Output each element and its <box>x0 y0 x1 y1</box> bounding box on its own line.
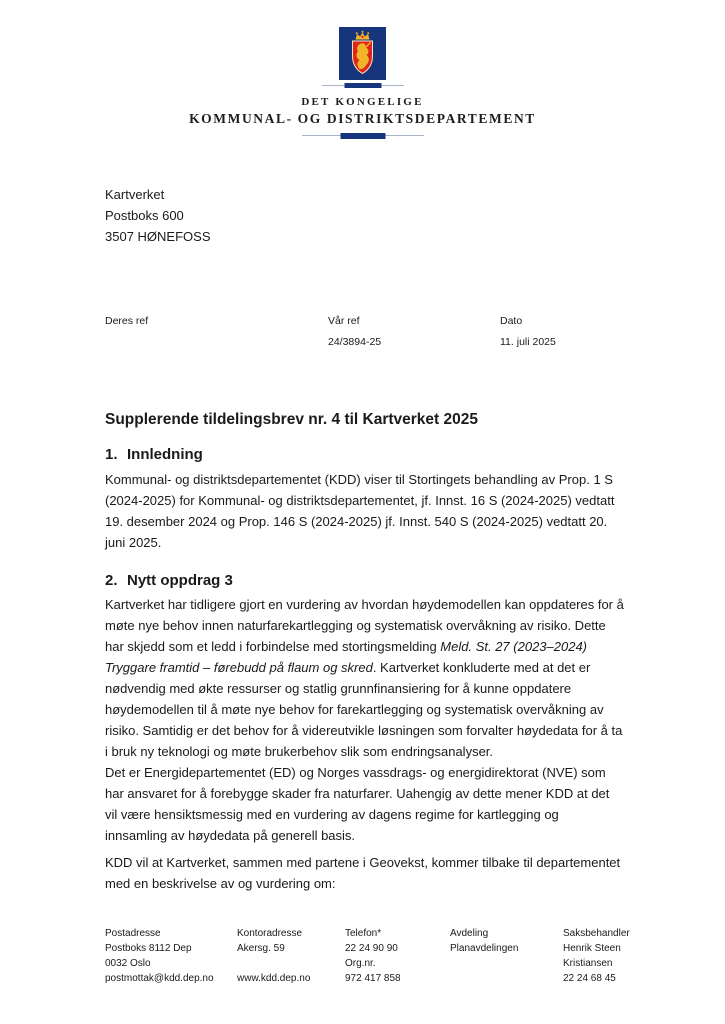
footer-column-kontoradresse <box>237 926 310 986</box>
var-ref-field <box>328 315 381 349</box>
footer-orgnr-label: Org.nr. <box>345 958 376 969</box>
footer-phone: 22 24 90 90 <box>345 943 398 954</box>
section-2-paragraph-1 <box>105 594 624 762</box>
letter-title: Supplerende tildelingsbrev nr. 4 til Kartverket 2025 <box>105 411 478 428</box>
recipient-postbox: Postboks 600 <box>105 208 184 223</box>
deres-ref-value <box>105 336 148 349</box>
footer-label: Saksbehandler <box>563 928 630 939</box>
footer-line: Akersg. 59 <box>237 943 285 954</box>
footer-line <box>450 971 518 986</box>
deres-ref-label: Deres ref <box>105 315 149 327</box>
section-2-paragraph-3: KDD vil at Kartverket, sammen med partene i Geovekst, kommer tilbake til departementet med en beskrivelse av og vurdering om: <box>105 855 621 891</box>
dato-label: Dato <box>500 315 523 327</box>
section-2-number: 2. <box>105 572 118 589</box>
section-2-paragraph-2: Det er Energidepartementet (ED) og Norges vassdrags- og energidirektorat (NVE) som har ansvaret for å forebygge skader fra naturfarer. Uahengig av dette mener KDD at det vil være hensiktsmessig med en vurdering av dagens regime for kartlegging og innsamling av høydedata på generell basis. <box>105 765 610 843</box>
section-1-heading-text: Innledning <box>127 446 203 463</box>
footer-caseworker-name-1: Henrik Steen <box>563 943 621 954</box>
norwegian-coat-of-arms-icon <box>339 27 386 80</box>
var-ref-value: 24/3894-25 <box>328 336 382 348</box>
footer-label: Avdeling <box>450 928 489 939</box>
section-2-heading <box>105 572 233 589</box>
section-2-heading-text: Nytt oppdrag 3 <box>127 572 233 589</box>
section-1-heading <box>105 446 203 463</box>
footer-label: Kontoradresse <box>237 928 303 939</box>
footer-column-avdeling <box>450 926 518 986</box>
recipient-city: 3507 HØNEFOSS <box>105 229 211 244</box>
footer-line: 0032 Oslo <box>105 958 151 969</box>
letterhead <box>0 27 725 139</box>
footer-label: Postadresse <box>105 928 161 939</box>
paragraph-text-before-italic: Kartverket har tidligere gjort en vurdering av hvordan høydemodellen kan oppdateres for å møte nye behov innen naturfarekartlegging og systematisk overvåkning av risiko. Dette har skjedd som et ledd i forbindelse med stortingsmelding <box>105 597 624 654</box>
footer-line <box>450 956 518 971</box>
footer-label: Telefon* <box>345 928 382 939</box>
footer-email: postmottak@kdd.dep.no <box>105 973 214 984</box>
deres-ref-field <box>105 315 148 349</box>
section-1-number: 1. <box>105 446 118 463</box>
recipient-address-block <box>105 184 211 247</box>
stortingsmelding-title: Meld. St. 27 (2023–2024) Tryggare framtid – førebudd på flaum og skred <box>105 639 588 675</box>
footer-website: www.kdd.dep.no <box>237 973 311 984</box>
letterhead-divider-bottom <box>302 133 424 139</box>
footer-caseworker-phone: 22 24 68 45 <box>563 973 616 984</box>
section-1-paragraph: Kommunal- og distriktsdepartementet (KDD) viser til Stortingets behandling av Prop. 1 S (2024-2025) for Kommunal- og distriktsdepartementet, jf. Innst. 16 S (2024-2025) vedtatt 19. desember 2024 og Prop. 146 S (2024-2025) jf. Innst. 540 S (2024-2025) vedtatt 20. juni 2025. <box>105 472 615 550</box>
footer-caseworker-name-2: Kristiansen <box>563 958 613 969</box>
ministry-name-line: KOMMUNAL- OG DISTRIKTSDEPARTEMENT <box>189 111 536 126</box>
footer-line: Postboks 8112 Dep <box>105 943 192 954</box>
paragraph-text-after-italic: . Kartverket konkluderte med at det er nødvendig med økte ressurser og statlig grunnfinansiering for å kunne oppdatere høydemodellen til å møte nye behov for farekartlegging og systematisk overvåkning av risiko. Samtidig er det behov for å videreutvikle løsningen som forvalter høydedata for å ta i bruk ny teknologi og møte brukerbehov slik som endringsanalyser. <box>105 660 623 759</box>
var-ref-label: Vår ref <box>328 315 360 327</box>
dato-value: 11. juli 2025 <box>500 336 556 348</box>
footer-column-postadresse <box>105 926 214 986</box>
recipient-name: Kartverket <box>105 187 165 202</box>
royal-title-line: DET KONGELIGE <box>301 96 424 108</box>
footer-column-telefon <box>345 926 401 986</box>
footer-line <box>237 956 310 971</box>
footer-department: Planavdelingen <box>450 943 519 954</box>
footer-column-saksbehandler <box>563 926 630 986</box>
letterhead-divider-top <box>322 83 404 89</box>
footer-orgnr-value: 972 417 858 <box>345 973 401 984</box>
dato-field <box>500 315 556 349</box>
